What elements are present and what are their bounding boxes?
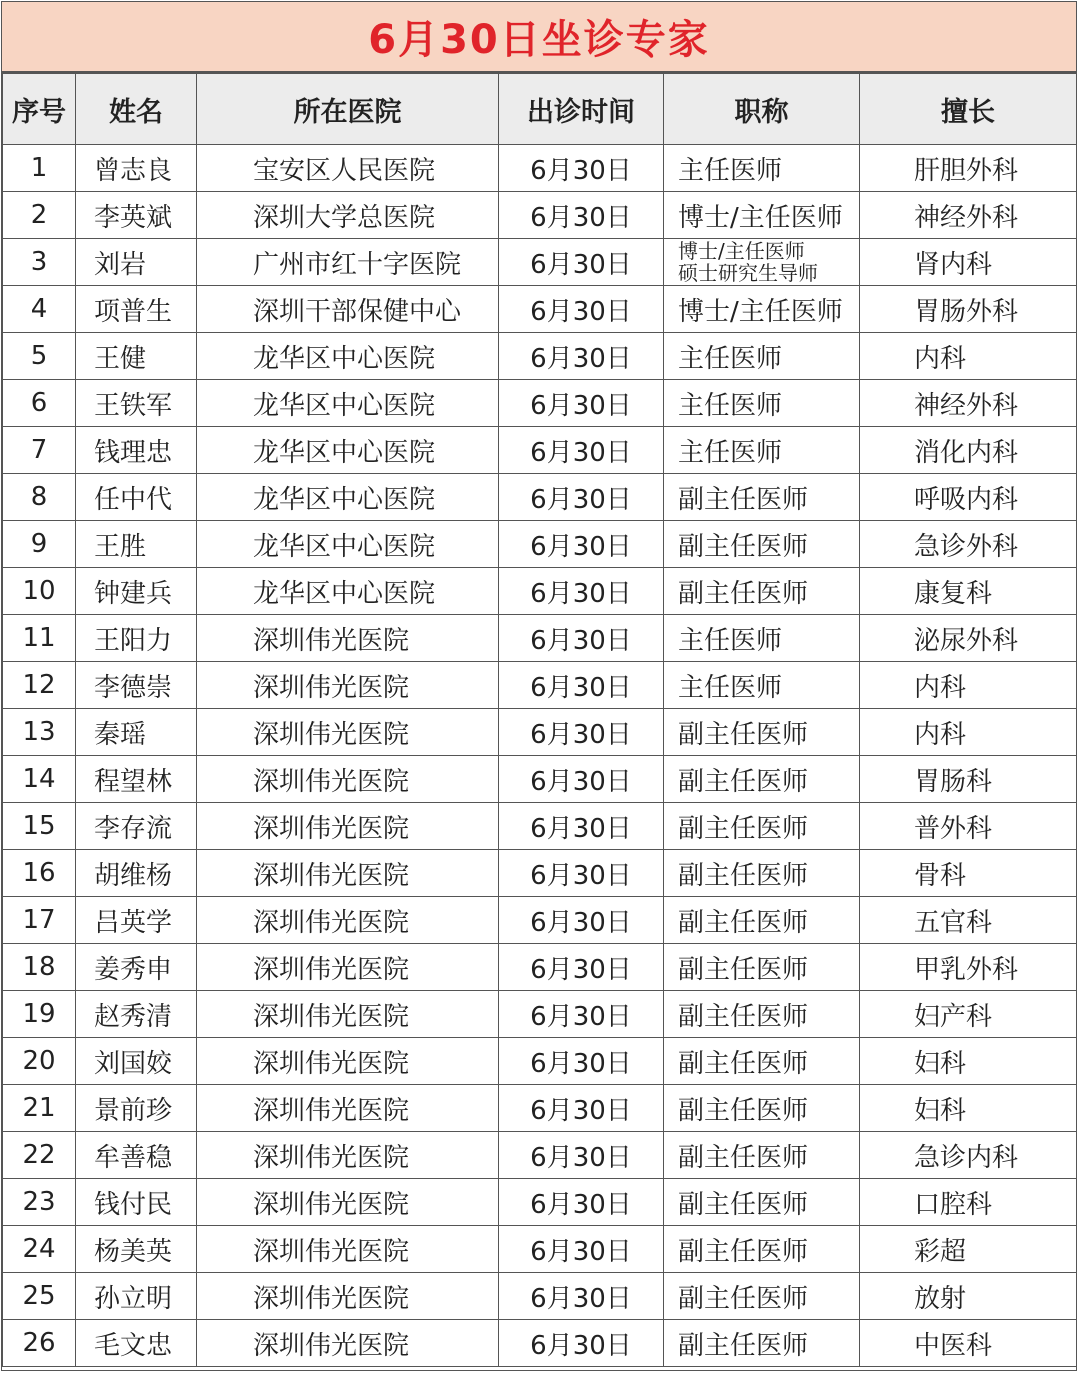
cell-hospital: 广州市红十字医院 (197, 239, 499, 286)
cell-specialty: 急诊内科 (860, 1132, 1077, 1179)
cell-no: 15 (3, 803, 76, 850)
table-row (3, 239, 1077, 286)
cell-hospital: 宝安区人民医院 (197, 145, 499, 192)
cell-name: 王阳力 (76, 615, 197, 662)
cell-specialty: 肝胆外科 (860, 145, 1077, 192)
cell-no: 21 (3, 1085, 76, 1132)
cell-name: 程望林 (76, 756, 197, 803)
cell-hospital: 深圳伟光医院 (197, 662, 499, 709)
header-specialty: 擅长 (860, 74, 1077, 145)
cell-title: 副主任医师 (664, 1132, 860, 1179)
cell-date: 6月30日 (499, 239, 664, 286)
table-row (3, 662, 1077, 709)
cell-specialty: 妇科 (860, 1038, 1077, 1085)
cell-no: 17 (3, 897, 76, 944)
cell-title: 博士/主任医师 (664, 286, 860, 333)
cell-specialty: 内科 (860, 662, 1077, 709)
cell-no: 14 (3, 756, 76, 803)
cell-hospital: 深圳伟光医院 (197, 1179, 499, 1226)
cell-title: 副主任医师 (664, 709, 860, 756)
cell-title: 副主任医师 (664, 991, 860, 1038)
table-row (3, 192, 1077, 239)
cell-hospital: 龙华区中心医院 (197, 521, 499, 568)
cell-name: 钱理忠 (76, 427, 197, 474)
cell-title: 副主任医师 (664, 521, 860, 568)
expert-table (2, 73, 1077, 1367)
cell-specialty: 消化内科 (860, 427, 1077, 474)
cell-date: 6月30日 (499, 1179, 664, 1226)
cell-hospital: 深圳伟光医院 (197, 850, 499, 897)
cell-hospital: 龙华区中心医院 (197, 474, 499, 521)
cell-hospital: 龙华区中心医院 (197, 568, 499, 615)
table-row (3, 474, 1077, 521)
cell-specialty: 泌尿外科 (860, 615, 1077, 662)
cell-date: 6月30日 (499, 850, 664, 897)
cell-no: 10 (3, 568, 76, 615)
table-row (3, 615, 1077, 662)
cell-title: 主任医师 (664, 427, 860, 474)
cell-name: 吕英学 (76, 897, 197, 944)
table-row (3, 380, 1077, 427)
table-row (3, 1038, 1077, 1085)
cell-hospital: 深圳伟光医院 (197, 1273, 499, 1320)
cell-title: 副主任医师 (664, 1085, 860, 1132)
cell-title: 副主任医师 (664, 568, 860, 615)
page-title: 6月30日坐诊专家 (368, 17, 710, 63)
cell-date: 6月30日 (499, 192, 664, 239)
cell-name: 刘岩 (76, 239, 197, 286)
cell-name: 景前珍 (76, 1085, 197, 1132)
table-row (3, 1273, 1077, 1320)
cell-title: 副主任医师 (664, 1179, 860, 1226)
cell-title: 主任医师 (664, 145, 860, 192)
cell-title: 副主任医师 (664, 803, 860, 850)
cell-name: 牟善稳 (76, 1132, 197, 1179)
cell-title-line1: 博士/主任医师 (678, 239, 805, 263)
cell-name: 王健 (76, 333, 197, 380)
table-row (3, 427, 1077, 474)
cell-specialty: 放射 (860, 1273, 1077, 1320)
cell-no: 3 (3, 239, 76, 286)
cell-specialty: 胃肠外科 (860, 286, 1077, 333)
cell-date: 6月30日 (499, 521, 664, 568)
table-row (3, 568, 1077, 615)
cell-specialty: 胃肠科 (860, 756, 1077, 803)
cell-name: 王胜 (76, 521, 197, 568)
cell-title-line2: 硕士研究生导师 (678, 261, 818, 285)
table-row (3, 1085, 1077, 1132)
cell-specialty: 急诊外科 (860, 521, 1077, 568)
table-row (3, 286, 1077, 333)
cell-name: 孙立明 (76, 1273, 197, 1320)
table-row (3, 944, 1077, 991)
table-row (3, 333, 1077, 380)
cell-name: 刘国姣 (76, 1038, 197, 1085)
cell-title: 副主任医师 (664, 850, 860, 897)
table-row (3, 803, 1077, 850)
cell-name: 胡维杨 (76, 850, 197, 897)
cell-title: 主任医师 (664, 333, 860, 380)
table-row (3, 991, 1077, 1038)
cell-date: 6月30日 (499, 1226, 664, 1273)
cell-title: 主任医师 (664, 380, 860, 427)
cell-hospital: 深圳伟光医院 (197, 1132, 499, 1179)
cell-specialty: 彩超 (860, 1226, 1077, 1273)
cell-title: 副主任医师 (664, 1273, 860, 1320)
cell-date: 6月30日 (499, 1038, 664, 1085)
cell-name: 李德崇 (76, 662, 197, 709)
cell-specialty: 呼吸内科 (860, 474, 1077, 521)
title-bar (2, 2, 1076, 73)
cell-specialty: 甲乳外科 (860, 944, 1077, 991)
cell-hospital: 深圳伟光医院 (197, 803, 499, 850)
table-row (3, 1132, 1077, 1179)
table-row (3, 1226, 1077, 1273)
cell-specialty: 骨科 (860, 850, 1077, 897)
table-row (3, 1320, 1077, 1367)
cell-date: 6月30日 (499, 803, 664, 850)
cell-no: 11 (3, 615, 76, 662)
cell-no: 5 (3, 333, 76, 380)
expert-schedule-sheet (1, 1, 1077, 1371)
cell-hospital: 深圳大学总医院 (197, 192, 499, 239)
cell-title: 主任医师 (664, 662, 860, 709)
cell-no: 4 (3, 286, 76, 333)
cell-specialty: 肾内科 (860, 239, 1077, 286)
cell-date: 6月30日 (499, 615, 664, 662)
cell-no: 18 (3, 944, 76, 991)
header-name: 姓名 (76, 74, 197, 145)
cell-date: 6月30日 (499, 1273, 664, 1320)
cell-no: 22 (3, 1132, 76, 1179)
cell-date: 6月30日 (499, 380, 664, 427)
cell-hospital: 深圳伟光医院 (197, 944, 499, 991)
cell-date: 6月30日 (499, 1085, 664, 1132)
cell-date: 6月30日 (499, 991, 664, 1038)
table-row (3, 756, 1077, 803)
cell-no: 24 (3, 1226, 76, 1273)
header-date: 出诊时间 (499, 74, 664, 145)
cell-hospital: 深圳伟光医院 (197, 709, 499, 756)
cell-specialty: 妇产科 (860, 991, 1077, 1038)
cell-name: 曾志良 (76, 145, 197, 192)
cell-hospital: 深圳伟光医院 (197, 1038, 499, 1085)
cell-specialty: 神经外科 (860, 380, 1077, 427)
cell-date: 6月30日 (499, 333, 664, 380)
cell-hospital: 龙华区中心医院 (197, 333, 499, 380)
cell-specialty: 神经外科 (860, 192, 1077, 239)
cell-no: 1 (3, 145, 76, 192)
cell-name: 赵秀清 (76, 991, 197, 1038)
table-row (3, 897, 1077, 944)
table-row (3, 709, 1077, 756)
cell-no: 26 (3, 1320, 76, 1367)
cell-no: 16 (3, 850, 76, 897)
cell-hospital: 龙华区中心医院 (197, 427, 499, 474)
table-body (3, 145, 1077, 1367)
cell-date: 6月30日 (499, 1132, 664, 1179)
cell-title: 副主任医师 (664, 1226, 860, 1273)
cell-hospital: 深圳伟光医院 (197, 1320, 499, 1367)
cell-hospital: 深圳伟光医院 (197, 1226, 499, 1273)
table-row (3, 145, 1077, 192)
cell-date: 6月30日 (499, 897, 664, 944)
cell-specialty: 内科 (860, 333, 1077, 380)
cell-date: 6月30日 (499, 756, 664, 803)
cell-specialty: 康复科 (860, 568, 1077, 615)
cell-title: 副主任医师 (664, 897, 860, 944)
header-hospital: 所在医院 (197, 74, 499, 145)
cell-specialty: 内科 (860, 709, 1077, 756)
cell-date: 6月30日 (499, 427, 664, 474)
cell-specialty: 五官科 (860, 897, 1077, 944)
cell-name: 钱付民 (76, 1179, 197, 1226)
cell-title: 副主任医师 (664, 1320, 860, 1367)
cell-no: 19 (3, 991, 76, 1038)
table-row (3, 1179, 1077, 1226)
cell-date: 6月30日 (499, 709, 664, 756)
cell-date: 6月30日 (499, 286, 664, 333)
cell-hospital: 深圳干部保健中心 (197, 286, 499, 333)
header-title: 职称 (664, 74, 860, 145)
cell-name: 王铁军 (76, 380, 197, 427)
cell-date: 6月30日 (499, 944, 664, 991)
cell-hospital: 深圳伟光医院 (197, 756, 499, 803)
header-no: 序号 (3, 74, 76, 145)
cell-name: 李存流 (76, 803, 197, 850)
cell-hospital: 深圳伟光医院 (197, 897, 499, 944)
cell-title: 副主任医师 (664, 756, 860, 803)
cell-no: 25 (3, 1273, 76, 1320)
cell-no: 13 (3, 709, 76, 756)
cell-name: 任中代 (76, 474, 197, 521)
cell-date: 6月30日 (499, 474, 664, 521)
cell-hospital: 深圳伟光医院 (197, 615, 499, 662)
cell-name: 杨美英 (76, 1226, 197, 1273)
cell-no: 9 (3, 521, 76, 568)
cell-title: 博士/主任医师 (664, 192, 860, 239)
cell-name: 毛文忠 (76, 1320, 197, 1367)
cell-date: 6月30日 (499, 145, 664, 192)
cell-date: 6月30日 (499, 568, 664, 615)
header-row (3, 74, 1077, 145)
cell-hospital: 深圳伟光医院 (197, 991, 499, 1038)
table-row (3, 850, 1077, 897)
cell-title: 副主任医师 (664, 1038, 860, 1085)
cell-specialty: 口腔科 (860, 1179, 1077, 1226)
cell-name: 项普生 (76, 286, 197, 333)
cell-no: 12 (3, 662, 76, 709)
cell-name: 钟建兵 (76, 568, 197, 615)
cell-hospital: 深圳伟光医院 (197, 1085, 499, 1132)
cell-specialty: 普外科 (860, 803, 1077, 850)
cell-name: 秦瑶 (76, 709, 197, 756)
cell-specialty: 妇科 (860, 1085, 1077, 1132)
cell-title: 副主任医师 (664, 474, 860, 521)
cell-name: 李英斌 (76, 192, 197, 239)
cell-specialty: 中医科 (860, 1320, 1077, 1367)
cell-name: 姜秀申 (76, 944, 197, 991)
cell-title: 主任医师 (664, 615, 860, 662)
cell-no: 23 (3, 1179, 76, 1226)
cell-date: 6月30日 (499, 662, 664, 709)
cell-title: 副主任医师 (664, 944, 860, 991)
table-row (3, 521, 1077, 568)
cell-hospital: 龙华区中心医院 (197, 380, 499, 427)
cell-no: 8 (3, 474, 76, 521)
cell-no: 6 (3, 380, 76, 427)
cell-no: 2 (3, 192, 76, 239)
cell-no: 7 (3, 427, 76, 474)
cell-date: 6月30日 (499, 1320, 664, 1367)
cell-title (664, 239, 860, 286)
cell-no: 20 (3, 1038, 76, 1085)
